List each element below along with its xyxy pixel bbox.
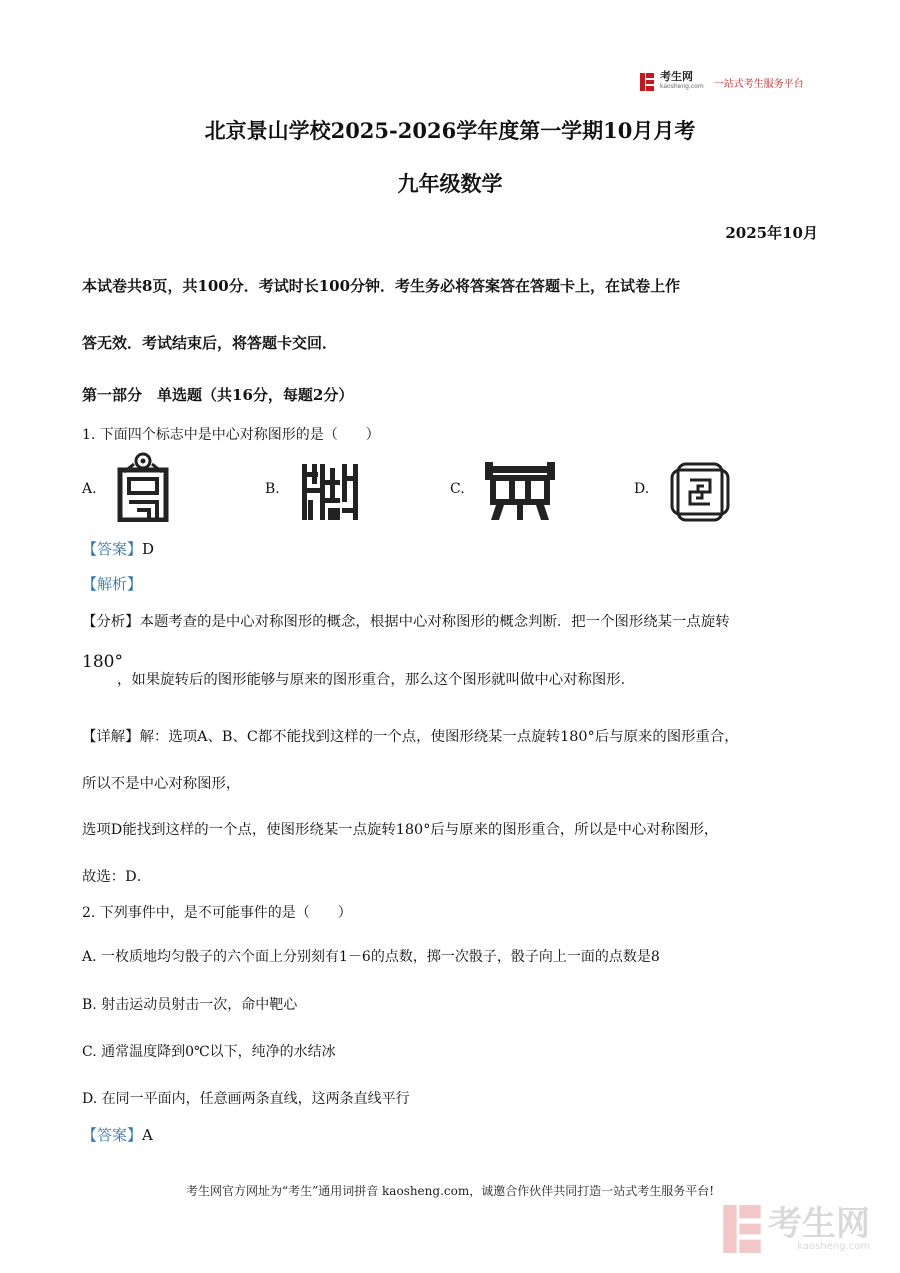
page-footer: 考生网官方网址为“考生”通用词拼音 kaosheng.com，诚邀合作伙伴共同打造一站式考生服务平台! xyxy=(185,1184,715,1198)
logo-c-icon xyxy=(485,462,555,522)
instructions-line-2: 答无效．考试结束后，将答题卡交回． xyxy=(82,334,338,352)
logo-brand: 考生网 kaosheng.com xyxy=(660,70,704,90)
watermark xyxy=(722,1205,870,1253)
q1-fenxi-line-1: 【分析】本题考查的是中心对称图形的概念，根据中心对称图形的概念判断．把一个图形绕某一点旋转 xyxy=(82,614,730,630)
q1-analysis-label: 【解析】 xyxy=(82,575,143,593)
q2-option-b: B. 射击运动员射击一次，命中靶心 xyxy=(82,997,298,1013)
q1-xiangjie-line-1: 【详解】解：选项A、B、C都不能找到这样的一个点，使图形绕某一点旋转180°后与原来的图形重合， xyxy=(82,729,739,745)
q2-option-d: D. 在同一平面内，任意画两条直线，这两条直线平行 xyxy=(82,1091,410,1107)
q2-option-a: A. 一枚质地均匀骰子的六个面上分别刻有1－6的点数，掷一次骰子，骰子向上一面的点数是8 xyxy=(82,949,660,965)
q2-option-c: C. 通常温度降到0℃以下，纯净的水结冰 xyxy=(82,1044,336,1060)
q2-answer: 【答案】A xyxy=(82,1126,153,1144)
logo-d-icon xyxy=(670,462,730,522)
header-slogan: 一站式考生服务平台 xyxy=(713,78,804,90)
q1-stem: 1. 下面四个标志中是中心对称图形的是（ ） xyxy=(82,427,380,443)
header-logo xyxy=(640,72,804,92)
q2-answer-value: A xyxy=(142,1126,153,1144)
q1-xiangjie-line-3: 选项D能找到这样的一个点，使图形绕某一点旋转180°后与原来的图形重合，所以是中心对称图形， xyxy=(82,822,719,838)
q1-option-c-label: C. xyxy=(450,481,465,497)
watermark-domain: kaosheng.com xyxy=(797,1240,870,1252)
kaosheng-logo-icon xyxy=(640,73,654,91)
section-title: 第一部分 单选题（共16分，每题2分） xyxy=(82,386,354,404)
q1-option-b-label: B. xyxy=(265,481,280,497)
q1-fenxi-degree: 180° xyxy=(82,652,123,672)
page-subtitle: 九年级数学 xyxy=(397,171,503,196)
q2-stem: 2. 下列事件中，是不可能事件的是（ ） xyxy=(82,905,352,921)
watermark-text: 考生网 xyxy=(768,1203,870,1244)
q1-answer: 【答案】D xyxy=(82,540,155,558)
q1-xiangjie-line-4: 故选：D． xyxy=(82,869,152,885)
logo-a-icon xyxy=(116,452,170,522)
logo-b-icon xyxy=(300,462,360,522)
q1-fenxi-line-2: ，如果旋转后的图形能够与原来的图形重合，那么这个图形就叫做中心对称图形． xyxy=(117,672,636,688)
q1-xiangjie-line-2: 所以不是中心对称图形， xyxy=(82,776,241,792)
q1-option-a-label: A. xyxy=(82,481,97,497)
q1-answer-value: D xyxy=(142,540,155,558)
page-title: 北京景山学校2025-2026学年度第一学期10月月考 xyxy=(204,118,696,143)
q1-option-d-label: D. xyxy=(634,481,650,497)
watermark-logo-icon xyxy=(722,1205,762,1253)
exam-date: 2025年10月 xyxy=(725,224,818,242)
instructions-line-1: 本试卷共8页，共100分．考试时长100分钟．考生务必将答案答在答题卡上，在试卷上作 xyxy=(82,277,681,295)
